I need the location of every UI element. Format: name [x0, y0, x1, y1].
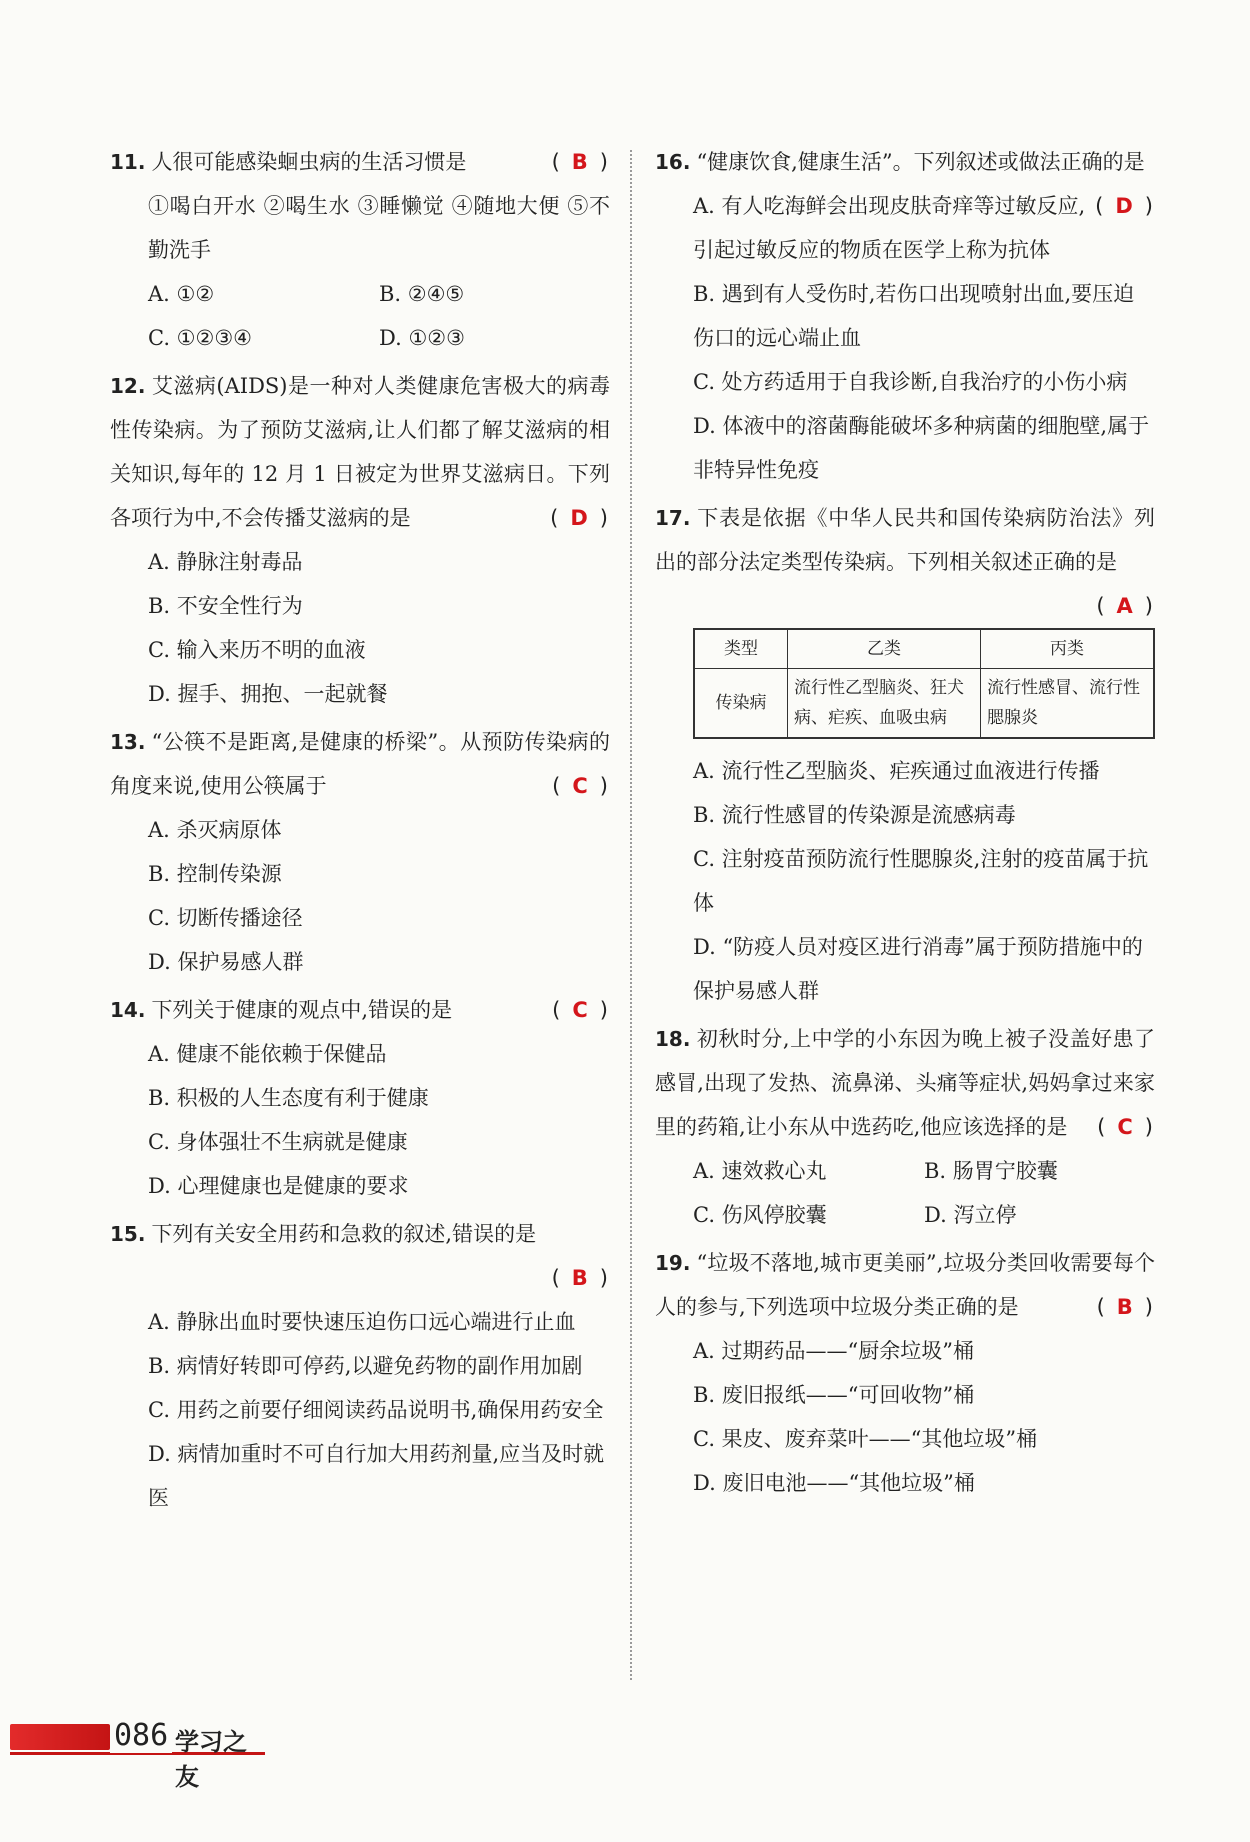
- table-row: [694, 669, 1154, 739]
- answer-box: ( C ): [552, 998, 610, 1022]
- answer-letter: A: [1116, 594, 1135, 618]
- question-number: 15.: [110, 1222, 146, 1246]
- question-18: [655, 1017, 1155, 1237]
- question-15: [110, 1212, 610, 1520]
- option-c: C. 处方药适用于自我诊断,自我治疗的小伤小病: [693, 370, 1128, 394]
- question-body: ①喝白开水 ②喝生水 ③睡懒觉 ④随地大便 ⑤不勤洗手: [148, 194, 610, 262]
- option-d: D. ①②③: [379, 326, 465, 350]
- question-16: [655, 140, 1155, 492]
- option-b: B. 肠胃宁胶囊: [924, 1159, 1058, 1183]
- table-header: 类型: [694, 629, 788, 669]
- table-cell: 流行性乙型脑炎、狂犬病、疟疾、血吸虫病: [788, 669, 981, 739]
- option-d: D. 病情加重时不可自行加大用药剂量,应当及时就医: [148, 1442, 605, 1510]
- table-header: 乙类: [788, 629, 981, 669]
- answer-box: ( B ): [551, 1266, 610, 1290]
- option-grid: [110, 272, 610, 360]
- option-a: A. ①②: [148, 282, 215, 306]
- option-d: D. 心理健康也是健康的要求: [148, 1174, 409, 1198]
- option-b: B. 遇到有人受伤时,若伤口出现喷射出血,要压迫伤口的远心端止血: [693, 282, 1135, 350]
- question-number: 13.: [110, 730, 146, 754]
- option-c: C. 输入来历不明的血液: [148, 638, 366, 662]
- question-stem: 下列关于健康的观点中,错误的是: [151, 998, 453, 1022]
- question-number: 14.: [110, 998, 146, 1022]
- right-column: [655, 140, 1155, 1509]
- option-d: D. 体液中的溶菌酶能破坏多种病菌的细胞壁,属于非特异性免疫: [693, 414, 1150, 482]
- page-number: 086: [110, 1718, 172, 1753]
- disease-table: [693, 628, 1155, 739]
- question-14: [110, 988, 610, 1208]
- option-c: C. 果皮、废弃菜叶——“其他垃圾”桶: [693, 1427, 1038, 1451]
- table-header: 丙类: [981, 629, 1155, 669]
- option-a: A. 有人吃海鲜会出现皮肤奇痒等过敏反应,引起过敏反应的物质在医学上称为抗体: [693, 194, 1086, 262]
- answer-letter: B: [1116, 1295, 1135, 1319]
- option-grid: [655, 1149, 1155, 1237]
- table-header-row: [694, 629, 1154, 669]
- question-17: [655, 496, 1155, 1013]
- question-stem: 下列有关安全用药和急救的叙述,错误的是: [151, 1222, 537, 1246]
- table-cell: 流行性感冒、流行性腮腺炎: [981, 669, 1155, 739]
- question-stem: 人很可能感染蛔虫病的生活习惯是: [151, 150, 467, 174]
- question-12: [110, 364, 610, 716]
- option-a: A. 过期药品——“厨余垃圾”桶: [693, 1339, 974, 1363]
- answer-box: ( D ): [1095, 194, 1155, 218]
- answer-letter: B: [571, 150, 590, 174]
- question-stem: “健康饮食,健康生活”。下列叙述或做法正确的是: [696, 150, 1145, 174]
- answer-letter: C: [1117, 1115, 1135, 1139]
- answer-letter: C: [572, 774, 590, 798]
- question-stem: 艾滋病(AIDS)是一种对人类健康危害极大的病毒性传染病。为了预防艾滋病,让人们都了解艾滋病的相关知识,每年的 12 月 1 日被定为世界艾滋病日。下列各项行为中,不会传播艾滋病的是: [110, 374, 610, 530]
- question-19: [655, 1241, 1155, 1505]
- answer-box: ( B ): [551, 150, 610, 174]
- option-b: B. ②④⑤: [379, 282, 465, 306]
- question-number: 16.: [655, 150, 691, 174]
- question-13: [110, 720, 610, 984]
- option-a: A. 速效救心丸: [693, 1159, 827, 1183]
- option-c: C. 身体强壮不生病就是健康: [148, 1130, 408, 1154]
- option-a: A. 静脉出血时要快速压迫伤口远心端进行止血: [148, 1310, 576, 1334]
- option-a: A. 静脉注射毒品: [148, 550, 303, 574]
- question-stem: 下表是依据《中华人民共和国传染病防治法》列出的部分法定类型传染病。下列相关叙述正确的是: [655, 506, 1155, 574]
- question-stem: “公筷不是距离,是健康的桥梁”。从预防传染病的角度来说,使用公筷属于: [110, 730, 610, 798]
- question-number: 18.: [655, 1027, 691, 1051]
- option-b: B. 废旧报纸——“可回收物”桶: [693, 1383, 975, 1407]
- option-b: B. 积极的人生态度有利于健康: [148, 1086, 429, 1110]
- left-column: [110, 140, 610, 1524]
- option-b: B. 不安全性行为: [148, 594, 303, 618]
- option-c: C. 伤风停胶囊: [693, 1203, 827, 1227]
- option-c: C. 切断传播途径: [148, 906, 303, 930]
- answer-letter: C: [572, 998, 590, 1022]
- question-number: 17.: [655, 506, 691, 530]
- answer-box: ( D ): [550, 506, 610, 530]
- option-c: C. 用药之前要仔细阅读药品说明书,确保用药安全: [148, 1398, 604, 1422]
- answer-box: ( C ): [1097, 1115, 1155, 1139]
- option-d: D. 泻立停: [924, 1203, 1017, 1227]
- option-c: C. 注射疫苗预防流行性腮腺炎,注射的疫苗属于抗体: [693, 847, 1149, 915]
- option-d: D. 废旧电池——“其他垃圾”桶: [693, 1471, 975, 1495]
- question-11: [110, 140, 610, 360]
- option-b: B. 病情好转即可停药,以避免药物的副作用加剧: [148, 1354, 583, 1378]
- brand-logo-text: 学习之友: [175, 1727, 247, 1791]
- question-stem: 初秋时分,上中学的小东因为晚上被子没盖好患了感冒,出现了发热、流鼻涕、头痛等症状,妈妈拿过来家里的药箱,让小东从中选药吃,他应该选择的是: [655, 1027, 1155, 1139]
- answer-box: ( C ): [552, 774, 610, 798]
- question-number: 11.: [110, 150, 146, 174]
- answer-letter: D: [570, 506, 590, 530]
- option-d: D. “防疫人员对疫区进行消毒”属于预防措施中的保护易感人群: [693, 935, 1143, 1003]
- answer-letter: D: [1115, 194, 1135, 218]
- option-a: A. 流行性乙型脑炎、疟疾通过血液进行传播: [693, 759, 1100, 783]
- option-c: C. ①②③④: [148, 326, 252, 350]
- answer-box: ( B ): [1096, 1295, 1155, 1319]
- question-number: 12.: [110, 374, 146, 398]
- answer-letter: B: [571, 1266, 590, 1290]
- option-d: D. 保护易感人群: [148, 950, 304, 974]
- column-divider: [630, 150, 632, 1680]
- page-footer: [10, 1718, 265, 1791]
- answer-box: ( A ): [1096, 594, 1155, 618]
- footer-decoration: [10, 1724, 110, 1750]
- option-a: A. 杀灭病原体: [148, 818, 282, 842]
- option-b: B. 控制传染源: [148, 862, 282, 886]
- question-number: 19.: [655, 1251, 691, 1275]
- table-cell: 传染病: [694, 669, 788, 739]
- option-a: A. 健康不能依赖于保健品: [148, 1042, 387, 1066]
- option-d: D. 握手、拥抱、一起就餐: [148, 682, 388, 706]
- option-b: B. 流行性感冒的传染源是流感病毒: [693, 803, 1016, 827]
- question-stem: “垃圾不落地,城市更美丽”,垃圾分类回收需要每个人的参与,下列选项中垃圾分类正确的是: [655, 1251, 1155, 1319]
